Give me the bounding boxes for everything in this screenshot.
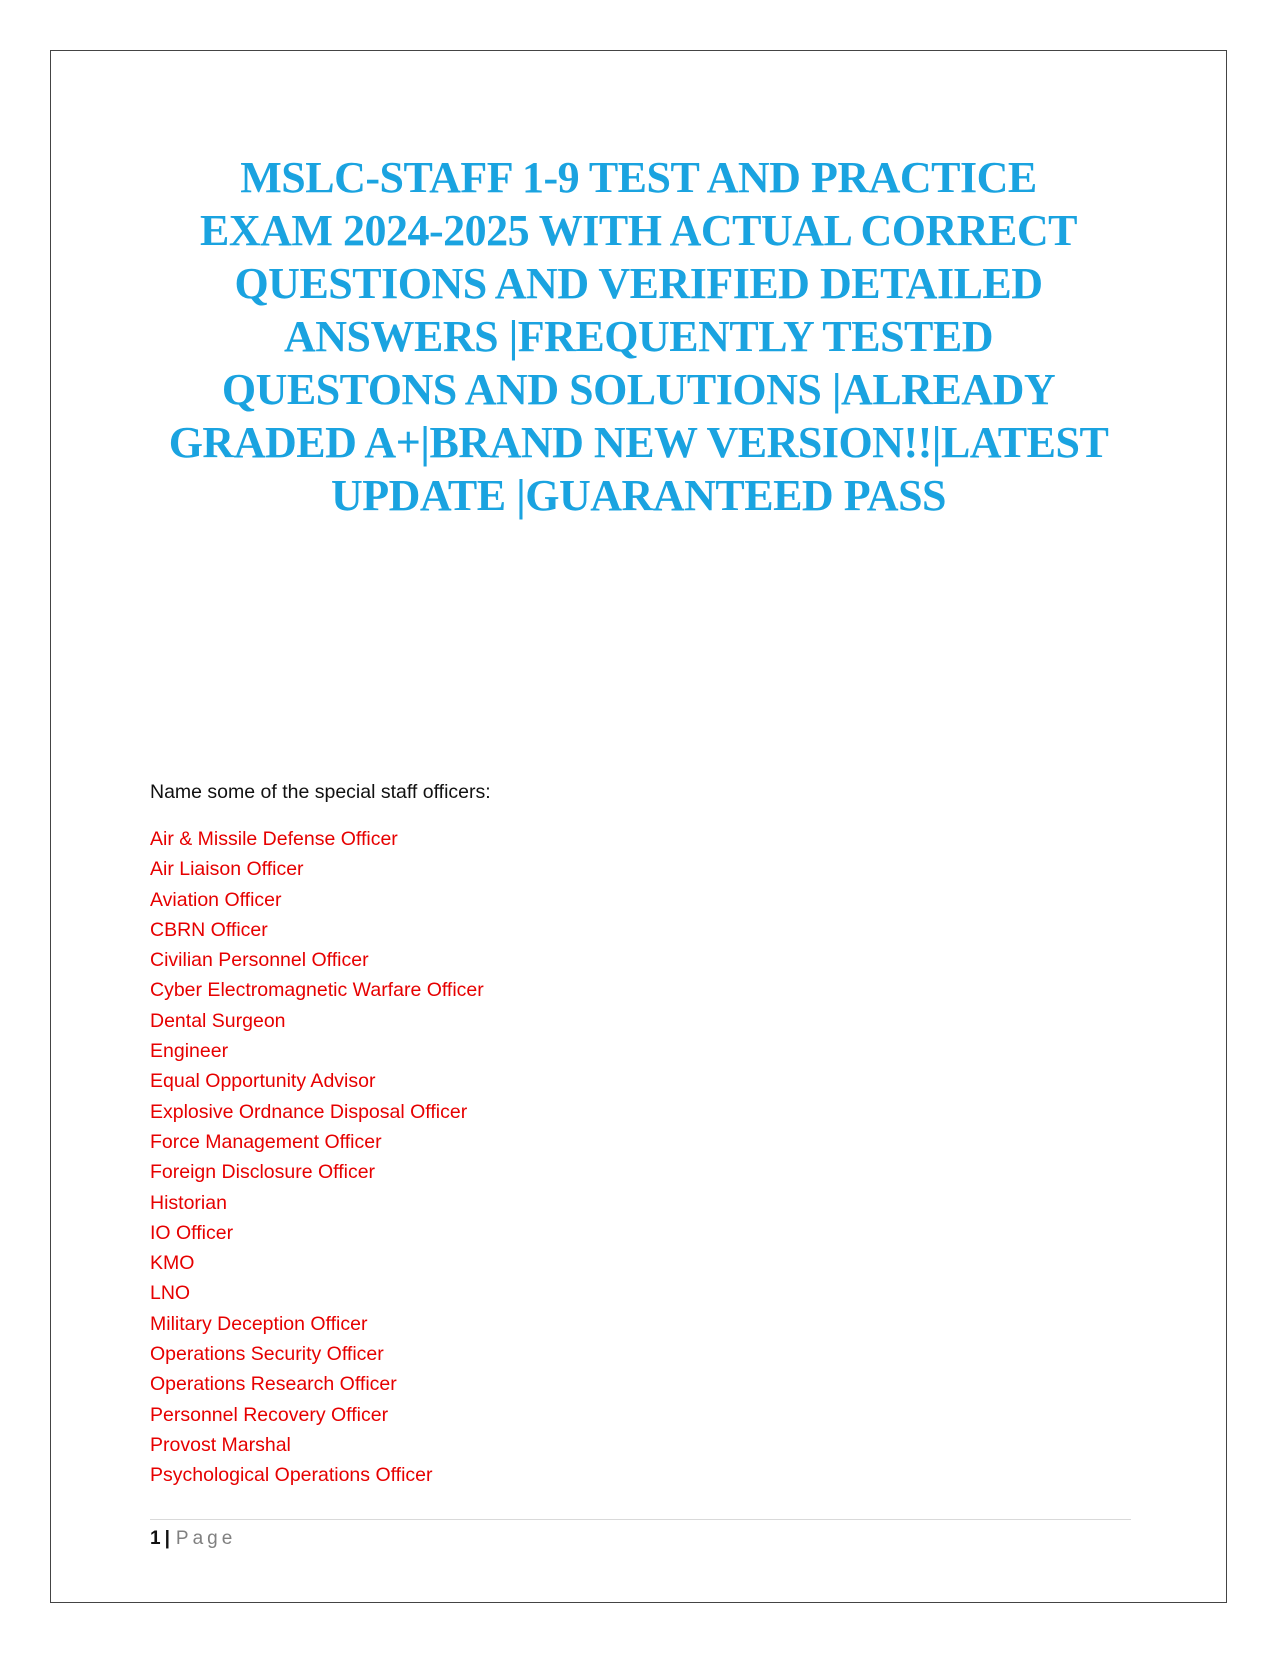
- answer-item: Civilian Personnel Officer: [150, 949, 369, 972]
- answer-item: Air Liaison Officer: [150, 858, 304, 881]
- answer-item: Dental Surgeon: [150, 1009, 286, 1032]
- answer-item: Equal Opportunity Advisor: [150, 1070, 376, 1093]
- title-line: GRADED A+|BRAND NEW VERSION!!|LATEST: [168, 418, 1109, 467]
- answer-item: Psychological Operations Officer: [150, 1464, 433, 1487]
- answer-item: IO Officer: [150, 1221, 234, 1244]
- answer-item: Historian: [150, 1191, 227, 1214]
- answer-item: Force Management Officer: [150, 1130, 382, 1153]
- page-number: 1: [150, 1528, 161, 1549]
- answer-item: LNO: [150, 1282, 191, 1305]
- title-line: ANSWERS |FREQUENTLY TESTED: [283, 312, 994, 361]
- answer-item: CBRN Officer: [150, 918, 268, 941]
- answer-item: Personnel Recovery Officer: [150, 1403, 389, 1426]
- title-line: MSLC-STAFF 1-9 TEST AND PRACTICE: [240, 153, 1037, 202]
- answer-item: Military Deception Officer: [150, 1312, 368, 1335]
- title-line: UPDATE |GUARANTEED PASS: [330, 471, 947, 520]
- page-footer: [150, 1526, 236, 1552]
- answer-item: Foreign Disclosure Officer: [150, 1161, 376, 1184]
- answer-item: KMO: [150, 1252, 195, 1275]
- question-text: Name some of the special staff officers:: [150, 781, 491, 803]
- answer-item: Explosive Ordnance Disposal Officer: [150, 1100, 468, 1123]
- answer-item: Operations Research Officer: [150, 1373, 397, 1396]
- footer-separator: |: [164, 1528, 170, 1549]
- title-line: EXAM 2024-2025 WITH ACTUAL CORRECT: [200, 206, 1077, 255]
- answer-item: Aviation Officer: [150, 888, 282, 911]
- answer-item: Air & Missile Defense Officer: [150, 828, 398, 850]
- footer-divider: [150, 1519, 1131, 1520]
- document-page: [50, 50, 1227, 1603]
- page-label: Page: [175, 1528, 237, 1549]
- answer-item: Provost Marshal: [150, 1433, 291, 1456]
- answer-item: Cyber Electromagnetic Warfare Officer: [150, 979, 484, 1002]
- answer-item: Operations Security Officer: [150, 1343, 384, 1366]
- answer-list: [150, 824, 484, 1491]
- title-line: QUESTONS AND SOLUTIONS |ALREADY: [221, 365, 1056, 414]
- title-line: QUESTIONS AND VERIFIED DETAILED: [234, 259, 1043, 308]
- answer-item: Engineer: [150, 1040, 229, 1063]
- document-title: [111, 151, 1166, 522]
